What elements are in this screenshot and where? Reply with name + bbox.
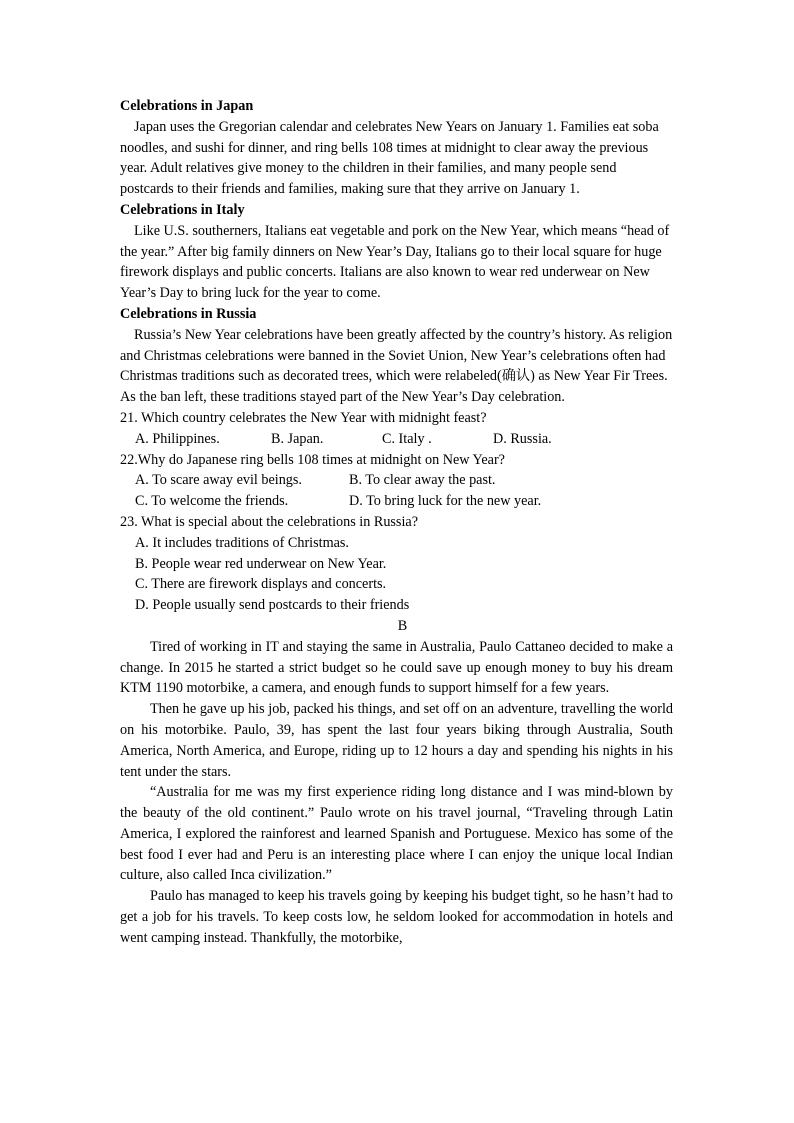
question-22 bbox=[120, 450, 673, 512]
option-b: B. To clear away the past. bbox=[349, 472, 496, 489]
option-b: B. Japan. bbox=[271, 430, 324, 447]
section-b-paragraph: Paulo has managed to keep his travels going by keeping his budget tight, so he hasn’t had to get a job for his travels. To keep costs low, he seldom looked for accommodation in hotels and went camping instead. Thankfully, the motorbike, bbox=[120, 888, 674, 946]
option-c: C. Italy . bbox=[382, 430, 432, 447]
section-b-label: B bbox=[397, 617, 408, 634]
italy-paragraph: Like U.S. southerners, Italians eat vegetable and pork on the New Year, which means “head of the year.” After big family dinners on New Year’s Day, Italians go to their local square for huge firework displays and public concerts. Italians are also known to wear red underwear on New Year’s Day to bring luck for the year to come. bbox=[120, 222, 670, 302]
options-row bbox=[120, 491, 673, 512]
option-d: D. People usually send postcards to their friends bbox=[135, 597, 410, 614]
russia-heading: Celebrations in Russia bbox=[120, 305, 257, 322]
japan-paragraph: Japan uses the Gregorian calendar and celebrates New Years on January 1. Families eat soba noodles, and sushi for dinner, and ring bells 108 times at midnight to clear away the previous year. Adult relatives give money to the children in their families, and many people send postcards to their friends and families, making sure that they arrive on January 1. bbox=[120, 118, 659, 198]
section-b-paragraph: “Australia for me was my first experience riding long distance and I was mind-blown by the beauty of the old continent.” Paulo wrote on his travel journal, “Traveling through Latin America, I explored the rainforest and learned Spanish and Portuguese. Mexico has some of the best food I ever had and Peru is an interesting place where I can enjoy the unique local Indian culture, also called Inca civilization.” bbox=[120, 784, 673, 884]
options-row bbox=[120, 470, 673, 491]
option-d: D. To bring luck for the new year. bbox=[349, 493, 542, 510]
option-d: D. Russia. bbox=[493, 430, 552, 447]
options-row bbox=[120, 429, 673, 450]
question-stem: 22.Why do Japanese ring bells 108 times at midnight on New Year? bbox=[120, 451, 505, 468]
option-c: C. There are firework displays and concerts. bbox=[135, 576, 387, 593]
option-a: A. Philippines. bbox=[135, 430, 220, 447]
russia-paragraph: Russia’s New Year celebrations have been greatly affected by the country’s history. As religion and Christmas celebrations were banned in the Soviet Union, New Year’s celebrations often had Christmas traditions such as decorated trees, which were relabeled(确认) as New Year Fir Trees. As the ban left, these traditions stayed part of the New Year’s Day celebration. bbox=[120, 326, 673, 406]
option-c: C. To welcome the friends. bbox=[135, 493, 289, 510]
question-stem: 23. What is special about the celebrations in Russia? bbox=[120, 513, 418, 530]
question-stem: 21. Which country celebrates the New Year with midnight feast? bbox=[120, 409, 487, 426]
document-content bbox=[120, 96, 673, 949]
section-b-paragraph: Tired of working in IT and staying the same in Australia, Paulo Cattaneo decided to make a change. In 2015 he started a strict budget so he could save up enough money to buy his dream KTM 1190 motorbike, a camera, and enough funds to support himself for a few years. bbox=[120, 638, 673, 697]
question-23 bbox=[120, 512, 673, 616]
question-21 bbox=[120, 408, 673, 450]
option-a: A. To scare away evil beings. bbox=[135, 472, 302, 489]
option-a: A. It includes traditions of Christmas. bbox=[135, 534, 349, 551]
option-b: B. People wear red underwear on New Year. bbox=[135, 555, 387, 572]
japan-heading: Celebrations in Japan bbox=[120, 98, 254, 114]
section-b-paragraph: Then he gave up his job, packed his things, and set off on an adventure, travelling the world on his motorbike. Paulo, 39, has spent the last four years biking through Australia, South America, North America, and Europe, riding up to 12 hours a day and spending his nights in his tent under the stars. bbox=[120, 701, 673, 780]
italy-heading: Celebrations in Italy bbox=[120, 201, 245, 218]
